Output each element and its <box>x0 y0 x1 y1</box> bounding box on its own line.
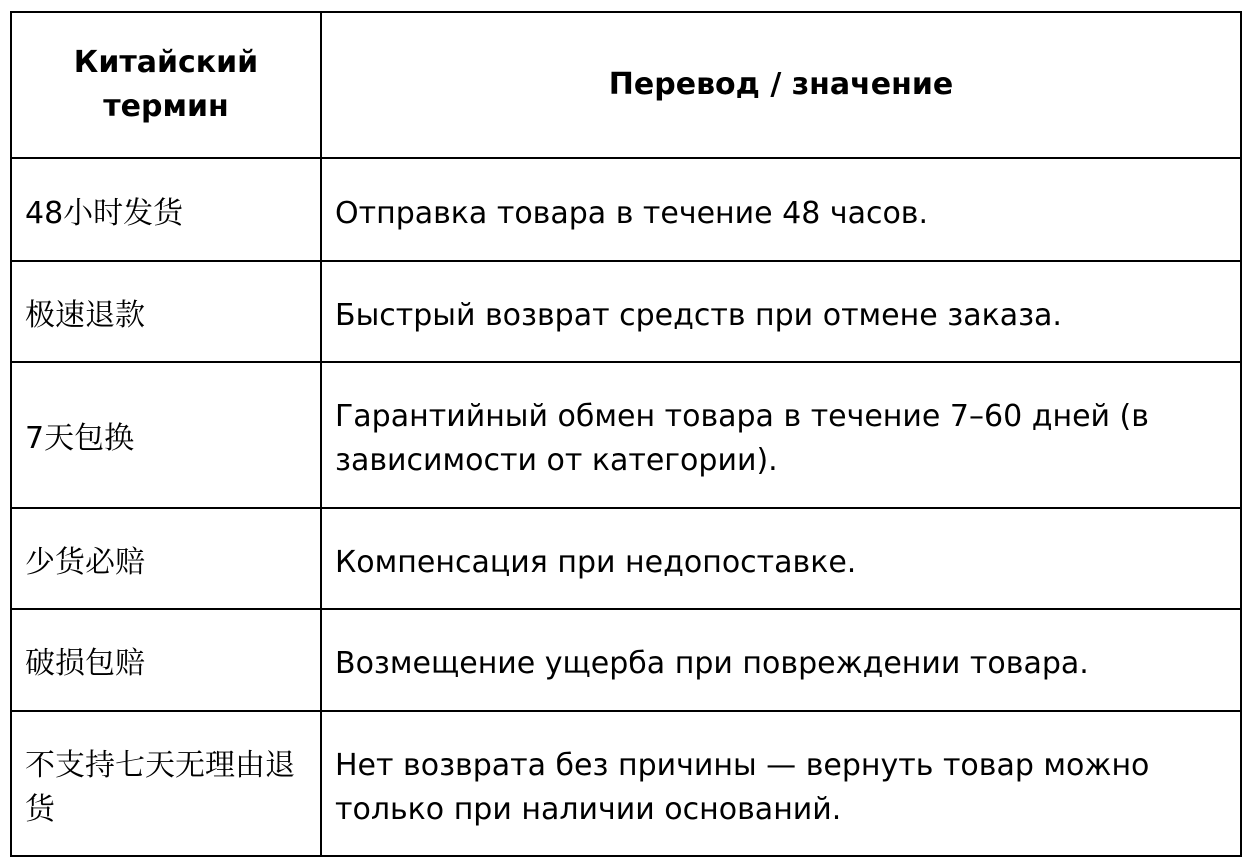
meaning-cell: Возмещение ущерба при повреждении товара. <box>321 609 1241 711</box>
meaning-cell: Отправка товара в течение 48 часов. <box>321 158 1241 261</box>
table-row <box>11 158 1241 261</box>
meaning-cell: Гарантийный обмен товара в течение 7–60 дней (в зависимости от категории). <box>321 362 1241 508</box>
term-cell: 7天包换 <box>11 362 321 508</box>
term-cell: 极速退款 <box>11 261 321 362</box>
meaning-cell: Быстрый возврат средств при отмене заказа. <box>321 261 1241 362</box>
terms-table <box>10 11 1242 857</box>
term-cell: 少货必赔 <box>11 508 321 609</box>
table-row <box>11 711 1241 856</box>
term-cell: 不支持七天无理由退货 <box>11 711 321 856</box>
term-cell: 破损包赔 <box>11 609 321 711</box>
column-header-meaning: Перевод / значение <box>321 12 1241 158</box>
term-cell: 48小时发货 <box>11 158 321 261</box>
meaning-cell: Нет возврата без причины — вернуть товар можно только при наличии оснований. <box>321 711 1241 856</box>
header-row <box>11 12 1241 158</box>
table-row <box>11 609 1241 711</box>
table-row <box>11 508 1241 609</box>
table-row <box>11 362 1241 508</box>
table-row <box>11 261 1241 362</box>
meaning-cell: Компенсация при недопоставке. <box>321 508 1241 609</box>
column-header-term: Китайский термин <box>11 12 321 158</box>
